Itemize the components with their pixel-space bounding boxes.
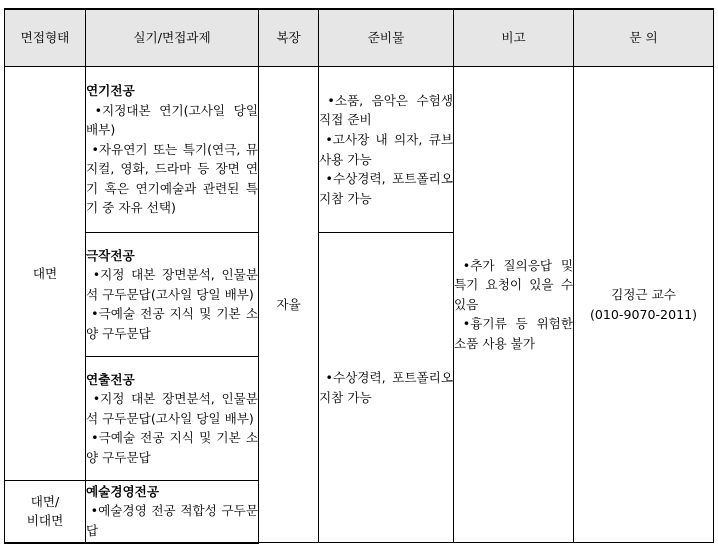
contact-phone: (010-9070-2011) bbox=[589, 306, 698, 322]
bullet-icon: • bbox=[94, 102, 103, 118]
prep-cell-acting bbox=[319, 67, 454, 233]
section-title: 연출전공 bbox=[86, 371, 135, 387]
section-title: 연기전공 bbox=[86, 82, 135, 98]
attire-cell bbox=[259, 67, 319, 543]
bullet-icon: • bbox=[462, 316, 471, 332]
header-prep: 준비물 bbox=[319, 9, 454, 67]
header-attire: 복장 bbox=[259, 9, 319, 67]
type-face-label: 대면 bbox=[32, 265, 58, 281]
bullet-icon: • bbox=[462, 257, 471, 273]
table-row bbox=[5, 67, 714, 233]
type-face-cell bbox=[5, 67, 86, 481]
note-item: •흉기류 등 위험한 소품 사용 불가 bbox=[454, 316, 573, 351]
task-item: •예술경영 전공 적합성 구두문답 bbox=[86, 503, 258, 539]
bullet-icon: • bbox=[91, 141, 99, 157]
prep-cell-other bbox=[319, 233, 454, 543]
note-item: •추가 질의응답 및 특기 요청이 있을 수 있음 bbox=[454, 257, 573, 312]
prep-item: •고사장 내 의자, 큐브 사용 가능 bbox=[319, 131, 453, 167]
header-type: 면접형태 bbox=[5, 9, 86, 67]
section-title: 예술경영전공 bbox=[86, 483, 159, 499]
type-mixed-cell bbox=[5, 481, 86, 543]
note-cell bbox=[454, 67, 574, 543]
task-item: •지정 대본 장면분석, 인물분석 구두문답(고사일 당일 배부) bbox=[86, 267, 258, 302]
type-mixed-label: 비대면 bbox=[26, 513, 64, 529]
interview-table bbox=[4, 8, 714, 544]
bullet-icon: • bbox=[90, 503, 99, 519]
task-item: •극예술 전공 지식 및 기본 소양 구두문답 bbox=[86, 306, 258, 341]
bullet-icon: • bbox=[325, 369, 333, 385]
header-task: 실기/면접과제 bbox=[86, 9, 259, 67]
contact-cell bbox=[574, 67, 714, 543]
header-contact: 문 의 bbox=[574, 9, 714, 67]
prep-item: •수상경력, 포트폴리오 지참 가능 bbox=[319, 369, 453, 405]
task-item: •지정대본 연기(고사일 당일 배부) bbox=[86, 102, 258, 138]
header-note: 비고 bbox=[454, 9, 574, 67]
bullet-icon: • bbox=[91, 430, 99, 446]
header-row bbox=[5, 9, 714, 67]
section-title: 극작전공 bbox=[86, 247, 135, 263]
bullet-icon: • bbox=[92, 391, 101, 407]
bullet-icon: • bbox=[92, 267, 101, 283]
task-item: •극예술 전공 지식 및 기본 소양 구두문답 bbox=[86, 430, 258, 465]
bullet-icon: • bbox=[91, 306, 99, 322]
prep-item: •소품, 음악은 수험생 직접 준비 bbox=[319, 92, 453, 128]
task-cell-arts-management bbox=[86, 481, 259, 543]
task-cell-directing bbox=[86, 357, 259, 481]
task-cell-acting bbox=[86, 67, 259, 233]
bullet-icon: • bbox=[327, 92, 335, 108]
type-mixed-label: 대면/ bbox=[30, 493, 60, 509]
contact-name: 김정근 교수 bbox=[611, 286, 676, 302]
task-item: •지정 대본 장면분석, 인물분석 구두문답(고사일 당일 배부) bbox=[86, 391, 258, 426]
task-item: •자유연기 또는 특기(연극, 뮤지컬, 영화, 드라마 등 장면 연기 혹은 연기예술과 관련된 특기 중 자유 선택) bbox=[86, 141, 258, 216]
attire-value: 자율 bbox=[276, 296, 301, 312]
bullet-icon: • bbox=[325, 171, 333, 187]
task-cell-playwriting bbox=[86, 233, 259, 357]
prep-item: •수상경력, 포트폴리오 지참 가능 bbox=[319, 171, 453, 206]
bullet-icon: • bbox=[325, 131, 333, 147]
